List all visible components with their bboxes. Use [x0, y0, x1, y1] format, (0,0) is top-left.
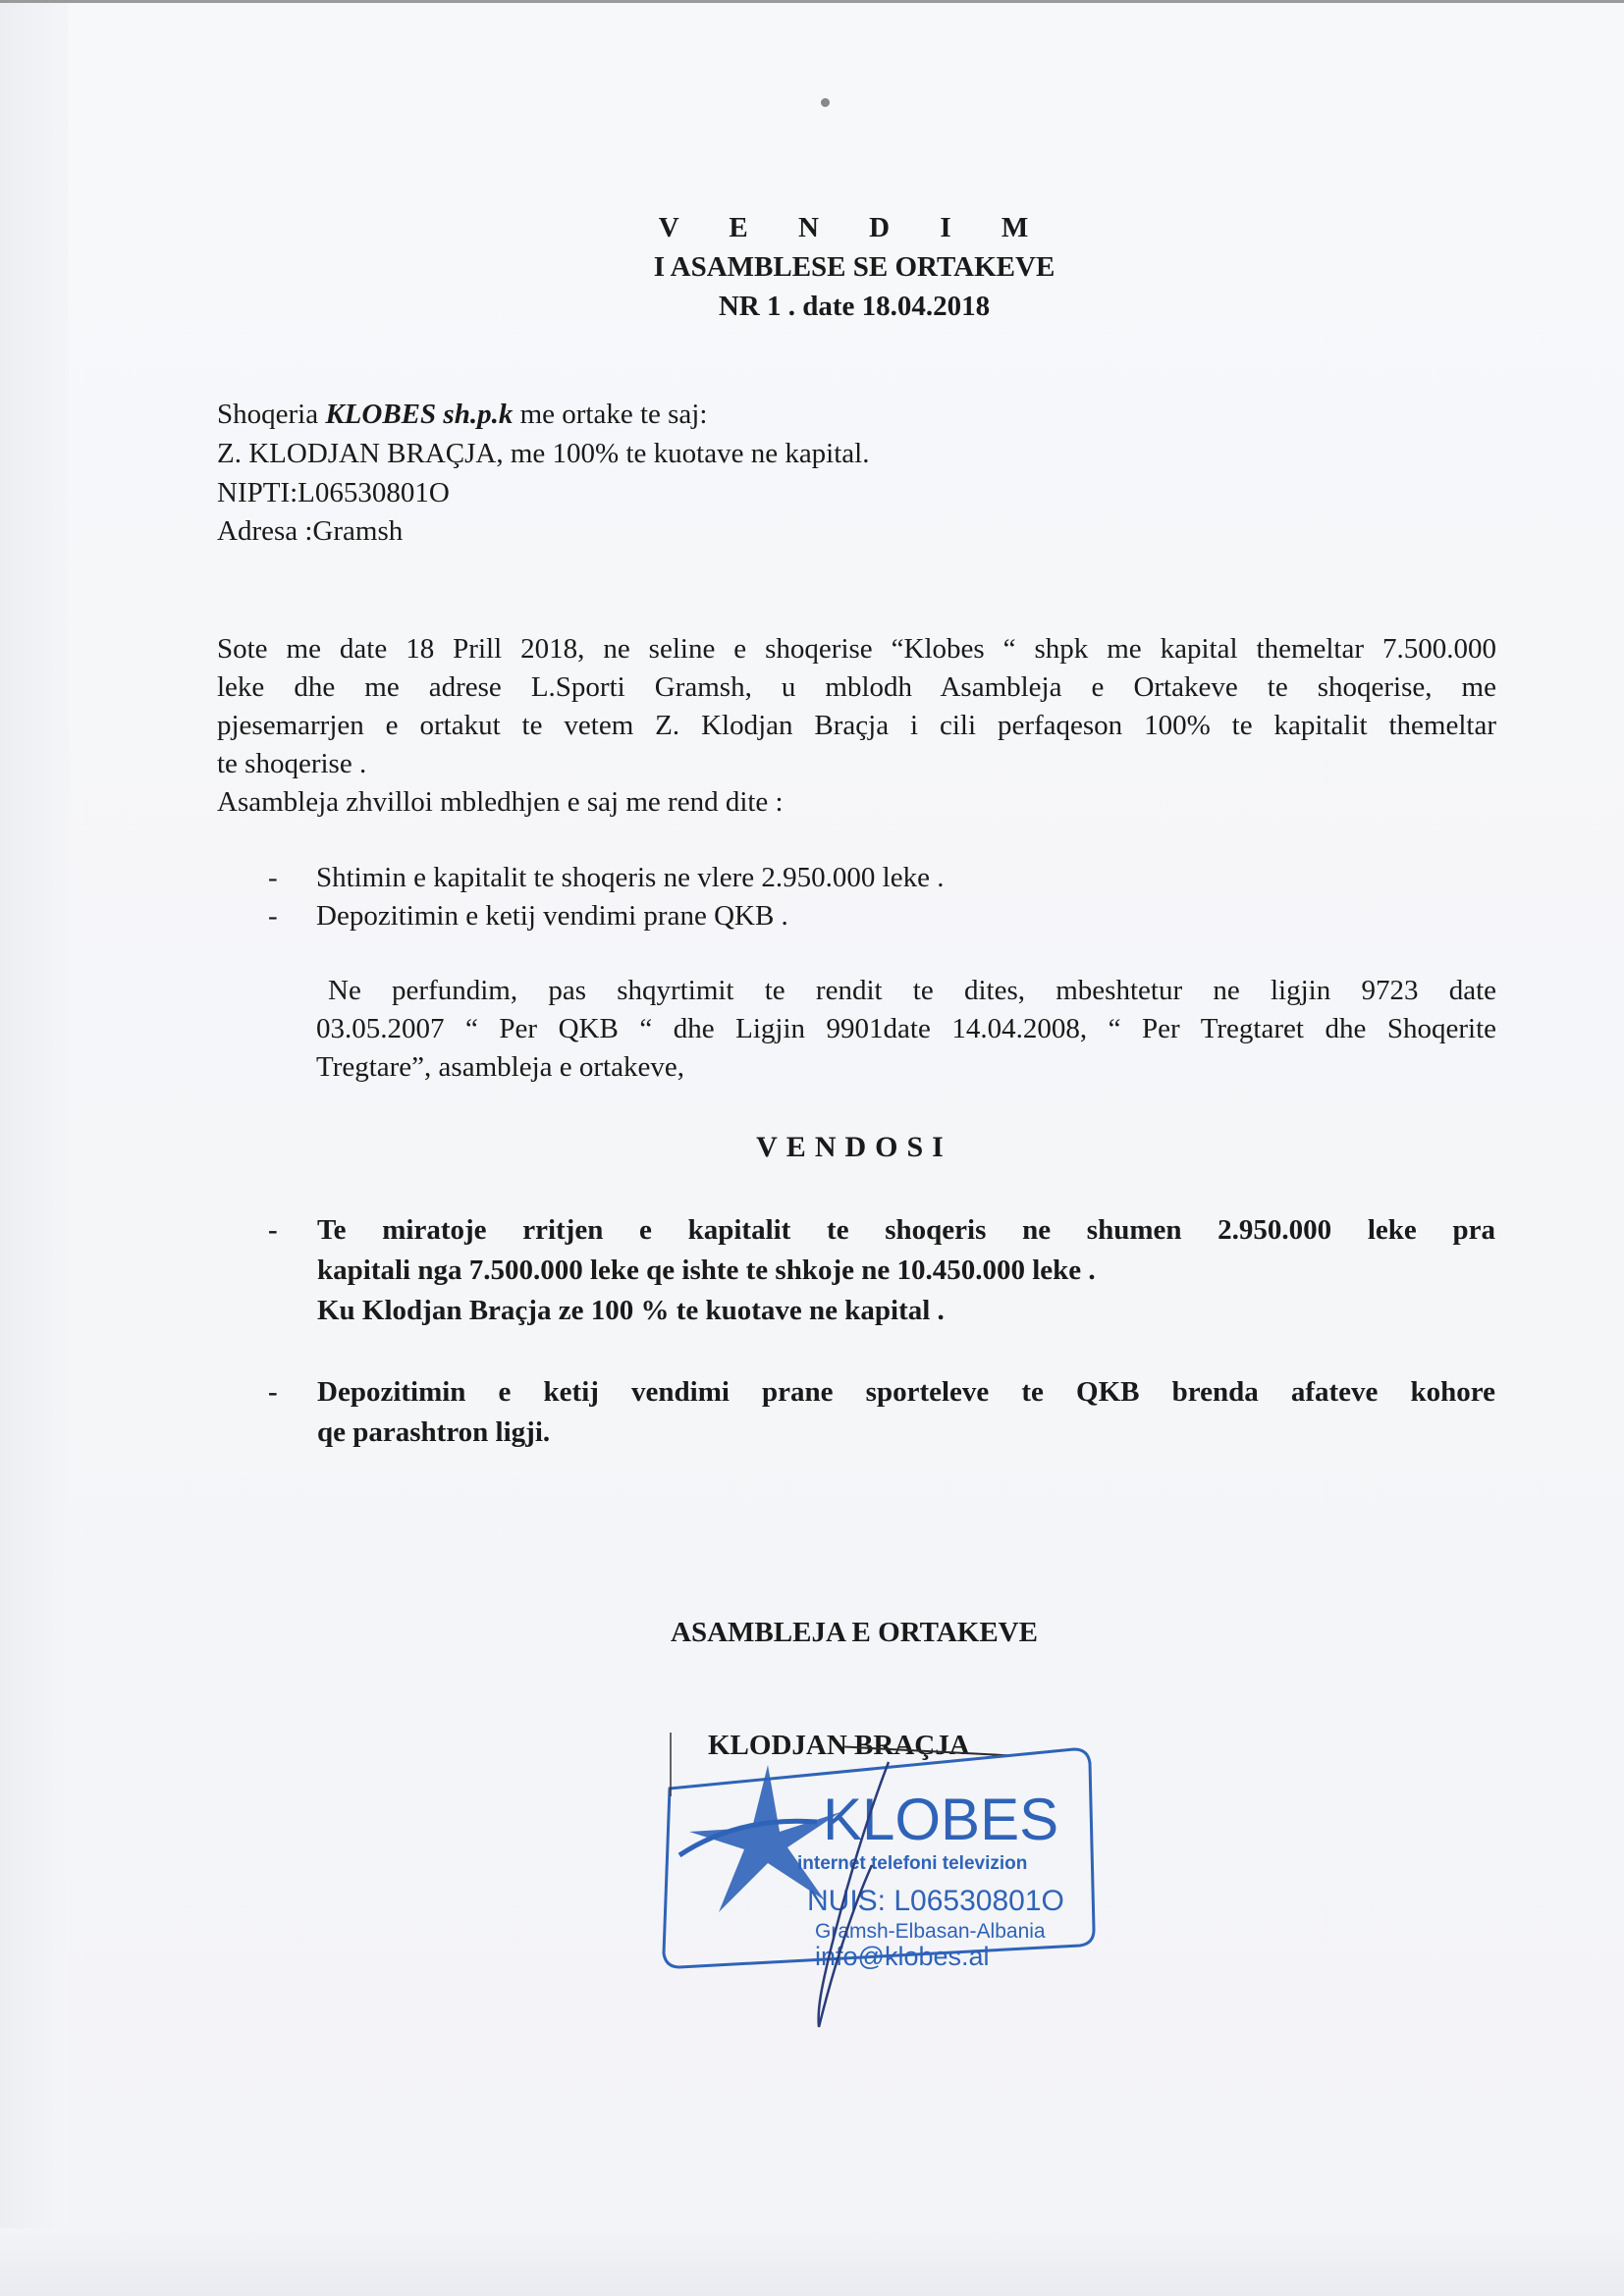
partner-line: Z. KLODJAN BRAÇJA, me 100% te kuotave ne kapital.	[217, 438, 870, 469]
agenda-intro: Asambleja zhvilloi mbledhjen e saj me rend dite :	[217, 786, 784, 818]
signer-name: KLODJAN BRAÇJA	[708, 1730, 970, 1761]
stamp-nuis: NUIS: L06530801O	[807, 1885, 1064, 1917]
intro-line-1: Sote me date 18 Prill 2018, ne seline e shoqerise “Klobes “ shpk me kapital themeltar 7.500.000	[217, 633, 1496, 665]
company-name: KLOBES sh.p.k	[325, 399, 514, 430]
agenda-bullet-2: -	[268, 900, 278, 932]
decision-1-line-1: Te miratoje rritjen e kapitalit te shoqeris ne shumen 2.950.000 leke pra	[317, 1214, 1495, 1246]
intro-line-2: leke dhe me adrese L.Sporti Gramsh, u mblodh Asambleja e Ortakeve te shoqerise, me	[217, 671, 1496, 703]
conclusion-line-3: Tregtare”, asambleja e ortakeve,	[316, 1051, 684, 1083]
conclusion-line-1: Ne perfundim, pas shqyrtimit te rendit te dites, mbeshtetur ne ligjin 9723 date	[328, 975, 1496, 1006]
company-prefix: Shoqeria	[217, 399, 326, 430]
scan-speck	[821, 98, 830, 107]
document-subtitle: I ASAMBLESE SE ORTAKEVE	[653, 251, 1056, 283]
stamp-brand: KLOBES	[823, 1787, 1059, 1852]
agenda-bullet-1: -	[268, 862, 278, 893]
decision-1-line-2: kapitali nga 7.500.000 leke qe ishte te shkoje ne 10.450.000 leke .	[317, 1255, 1096, 1286]
nipt-line: NIPTI:L06530801O	[217, 477, 450, 508]
decision-2-line-2: qe parashtron ligji.	[317, 1416, 551, 1448]
intro-line-4: te shoqerise .	[217, 748, 367, 779]
address-line: Adresa :Gramsh	[217, 515, 404, 547]
decision-heading: VENDOSI	[756, 1131, 952, 1163]
intro-line-3: pjesemarrjen e ortakut te vetem Z. Klodjan Braçja i cili perfaqeson 100% te kapitalit themeltar	[217, 710, 1496, 741]
company-stamp	[650, 1737, 1102, 1983]
conclusion-line-2: 03.05.2007 “ Per QKB “ dhe Ligjin 9901date 14.04.2008, “ Per Tregtaret dhe Shoqerite	[316, 1013, 1496, 1044]
assembly-signature-heading: ASAMBLEJA E ORTAKEVE	[671, 1617, 1038, 1648]
document-number-date: NR 1 . date 18.04.2018	[718, 291, 991, 322]
agenda-item-2: Depozitimin e ketij vendimi prane QKB .	[316, 900, 788, 932]
stamp-location: Gramsh-Elbasan-Albania	[815, 1920, 1046, 1943]
stamp-email: info@klobes.al	[815, 1942, 990, 1971]
document-title: V E N D I M	[658, 212, 1051, 243]
company-line	[217, 399, 707, 431]
decision-2-line-1: Depozitimin e ketij vendimi prane sporteleve te QKB brenda afateve kohore	[317, 1376, 1495, 1408]
scan-edge-top	[0, 0, 1624, 3]
decision-1-line-3: Ku Klodjan Braçja ze 100 % te kuotave ne kapital .	[317, 1295, 945, 1326]
scan-shadow-bottom	[0, 2228, 1624, 2296]
company-suffix: me ortake te saj:	[513, 399, 708, 430]
agenda-item-1: Shtimin e kapitalit te shoqeris ne vlere 2.950.000 leke .	[316, 862, 945, 893]
decision-bullet-1: -	[268, 1214, 278, 1246]
stamp-tagline: internet telefoni televizion	[797, 1853, 1028, 1874]
decision-bullet-2: -	[268, 1376, 278, 1408]
